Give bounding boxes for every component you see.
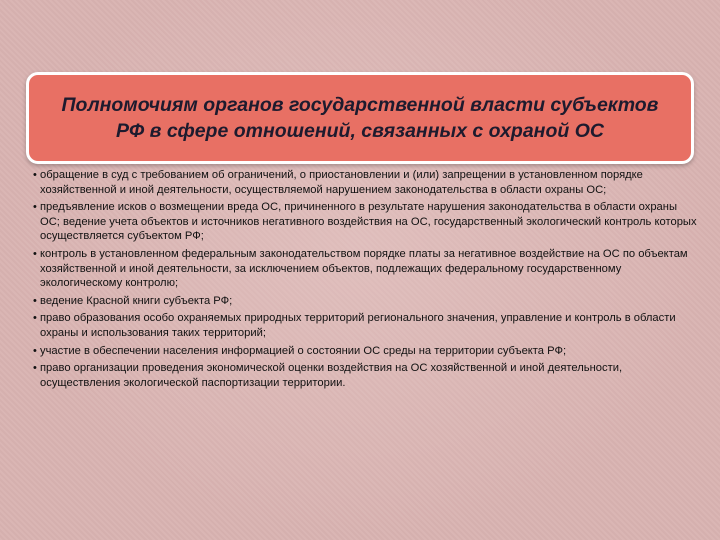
list-item: [34, 200, 698, 244]
title-box: [26, 72, 694, 164]
list-item-text: участие в обеспечении населения информацией о состоянии ОС среды на территории субъекта РФ;: [40, 344, 567, 357]
slide-title-line-1: Полномочиям органов государственной власти субъектов: [61, 94, 659, 116]
list-item-text: ведение Красной книги субъекта РФ;: [40, 294, 233, 307]
bullet-icon: •: [33, 247, 37, 260]
list-item-text: обращение в суд с требованием об ограничений, о приостановлении и (или) запрещении в установленном порядке хозяйственной и иной деятельности, осуществляемой нарушением законодательства в области охраны ОС;: [40, 169, 643, 196]
list-item-text: право образования особо охраняемых природных территорий регионального значения, управление и контроль в области охраны и использования таких территорий;: [40, 312, 676, 339]
list-item-text: предъявление исков о возмещении вреда ОС, причиненного в результате нарушения законодательства в области охраны ОС; ведение учета объектов и источников негативного воздействия на ОС, государственный экологический контроль которых осуществляется субъектом РФ;: [40, 201, 697, 243]
list-item-text: право организации проведения экономической оценки воздействия на ОС хозяйственной и иной деятельности, осуществления экологической паспортизации территории.: [40, 362, 623, 389]
bullet-icon: •: [33, 201, 37, 214]
bullet-icon: •: [33, 312, 37, 325]
list-item-text: контроль в установленном федеральным законодательством порядке платы за негативное воздействие на ОС по объектам хозяйственной и иной деятельности, за исключением объектов, подлежащих федеральному государственному экологическому контролю;: [40, 247, 688, 290]
list-item: [34, 294, 698, 309]
list-item: [34, 247, 698, 291]
list-item: [34, 311, 698, 340]
bullet-icon: •: [33, 344, 37, 357]
bullet-icon: •: [33, 169, 37, 181]
slide-title: [62, 92, 659, 144]
powers-list: [34, 168, 698, 393]
bullet-icon: •: [33, 294, 37, 307]
list-item: [34, 168, 698, 197]
list-item: [34, 361, 698, 390]
bullet-icon: •: [33, 362, 37, 375]
slide-title-line-2: РФ в сфере отношений, связанных с охраной ОС: [116, 120, 604, 142]
list-item: [34, 344, 698, 359]
